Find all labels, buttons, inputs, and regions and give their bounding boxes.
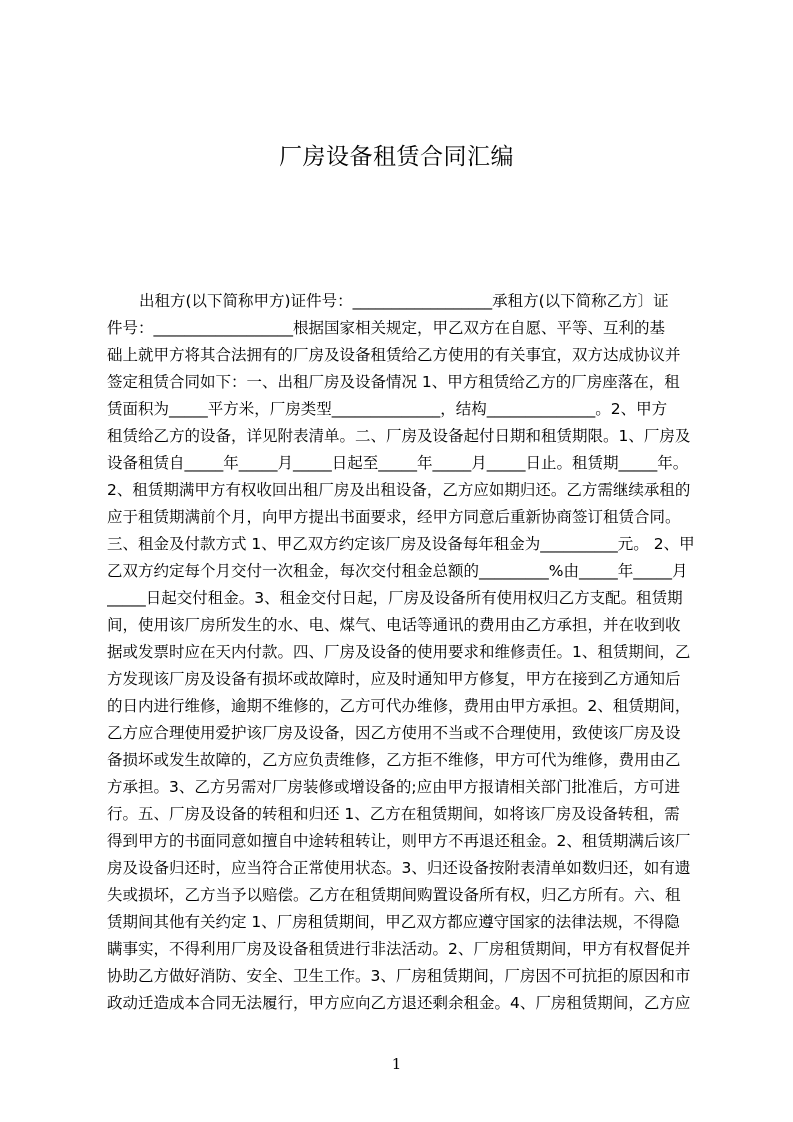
body-line: 房及设备归还时，应当符合正常使用状态。3、归还设备按附表清单如数归还，如有遗 xyxy=(107,859,691,877)
body-line: 赁面积为_____平方米，厂房类型______________，结构______________。2、甲方 xyxy=(107,400,668,418)
body-line: 方发现该厂房及设备有损坏或故障时，应及时通知甲方修复，甲方在接到乙方通知后 xyxy=(107,670,681,688)
body-line: 协助乙方做好消防、安全、卫生工作。3、厂房租赁期间，厂房因不可抗拒的原因和市 xyxy=(107,967,691,985)
body-line: 据或发票时应在天内付款。四、厂房及设备的使用要求和维修责任。1、租赁期间，乙 xyxy=(107,643,691,661)
body-line: 方承担。3、乙方另需对厂房装修或增设备的;应由甲方报请相关部门批准后，方可进 xyxy=(107,778,681,796)
body-line: 乙双方约定每个月交付一次租金，每次交付租金总额的_________%由_____年_____月 xyxy=(107,562,688,580)
body-line: 签定租赁合同如下：一、出租厂房及设备情况 1、甲方租赁给乙方的厂房座落在，租 xyxy=(107,373,680,391)
body-line: 设备租赁自_____年_____月_____日起至_____年_____月_____日止。租赁期_____年。 xyxy=(107,454,689,472)
body-line: 础上就甲方将其合法拥有的厂房及设备租赁给乙方使用的有关事宜，双方达成协议并 xyxy=(107,346,681,364)
body-line: 政动迁造成本合同无法履行，甲方应向乙方退还剩余租金。4、厂房租赁期间，乙方应 xyxy=(107,994,691,1012)
body-line: 应于租赁期满前个月，向甲方提出书面要求，经甲方同意后重新协商签订租赁合同。 xyxy=(107,508,681,526)
body-line: 得到甲方的书面同意如擅自中途转租转让，则甲方不再退还租金。2、租赁期满后该厂 xyxy=(107,832,691,850)
body-line: 间，使用该厂房所发生的水、电、煤气、电话等通讯的费用由乙方承担，并在收到收 xyxy=(107,616,681,634)
body-line: 出租方(以下简称甲方)证件号：__________________承租方(以下简称乙方〕证 xyxy=(139,292,669,310)
page-number: 1 xyxy=(391,1055,402,1073)
body-line: _____日起交付租金。3、租金交付日起，厂房及设备所有使用权归乙方支配。租赁期 xyxy=(107,589,683,607)
body-line: 备损坏或发生故障的，乙方应负责维修，乙方拒不维修，甲方可代为维修，费用由乙 xyxy=(107,751,681,769)
body-line: 赁期间其他有关约定 1、厂房租赁期间，甲乙双方都应遵守国家的法律法规，不得隐 xyxy=(107,913,680,931)
body-line: 租赁给乙方的设备，详见附表清单。二、厂房及设备起付日期和租赁期限。1、厂房及 xyxy=(107,427,691,445)
body-line: 失或损坏，乙方当予以赔偿。乙方在租赁期间购置设备所有权，归乙方所有。六、租 xyxy=(107,886,681,904)
body-line: 的日内进行维修，逾期不维修的，乙方可代办维修，费用由甲方承担。2、租赁期间， xyxy=(107,697,691,715)
body-line: 三、租金及付款方式 1、甲乙双方约定该厂房及设备每年租金为__________元。 2、甲 xyxy=(107,535,695,553)
body-line: 2、租赁期满甲方有权收回出租厂房及出租设备，乙方应如期归还。乙方需继续承租的 xyxy=(107,481,691,499)
body-line: 件号：__________________根据国家相关规定，甲乙双方在自愿、平等、互利的基 xyxy=(107,319,666,337)
contract-body xyxy=(107,288,697,1048)
document-title: 厂房设备租赁合同汇编 xyxy=(279,144,514,170)
body-line: 乙方应合理使用爱护该厂房及设备，因乙方使用不当或不合理使用，致使该厂房及设 xyxy=(107,724,681,742)
body-line: 瞒事实，不得利用厂房及设备租赁进行非法活动。2、厂房租赁期间，甲方有权督促并 xyxy=(107,940,691,958)
body-line: 行。五、厂房及设备的转租和归还 1、乙方在租赁期间，如将该厂房及设备转租，需 xyxy=(107,805,680,823)
